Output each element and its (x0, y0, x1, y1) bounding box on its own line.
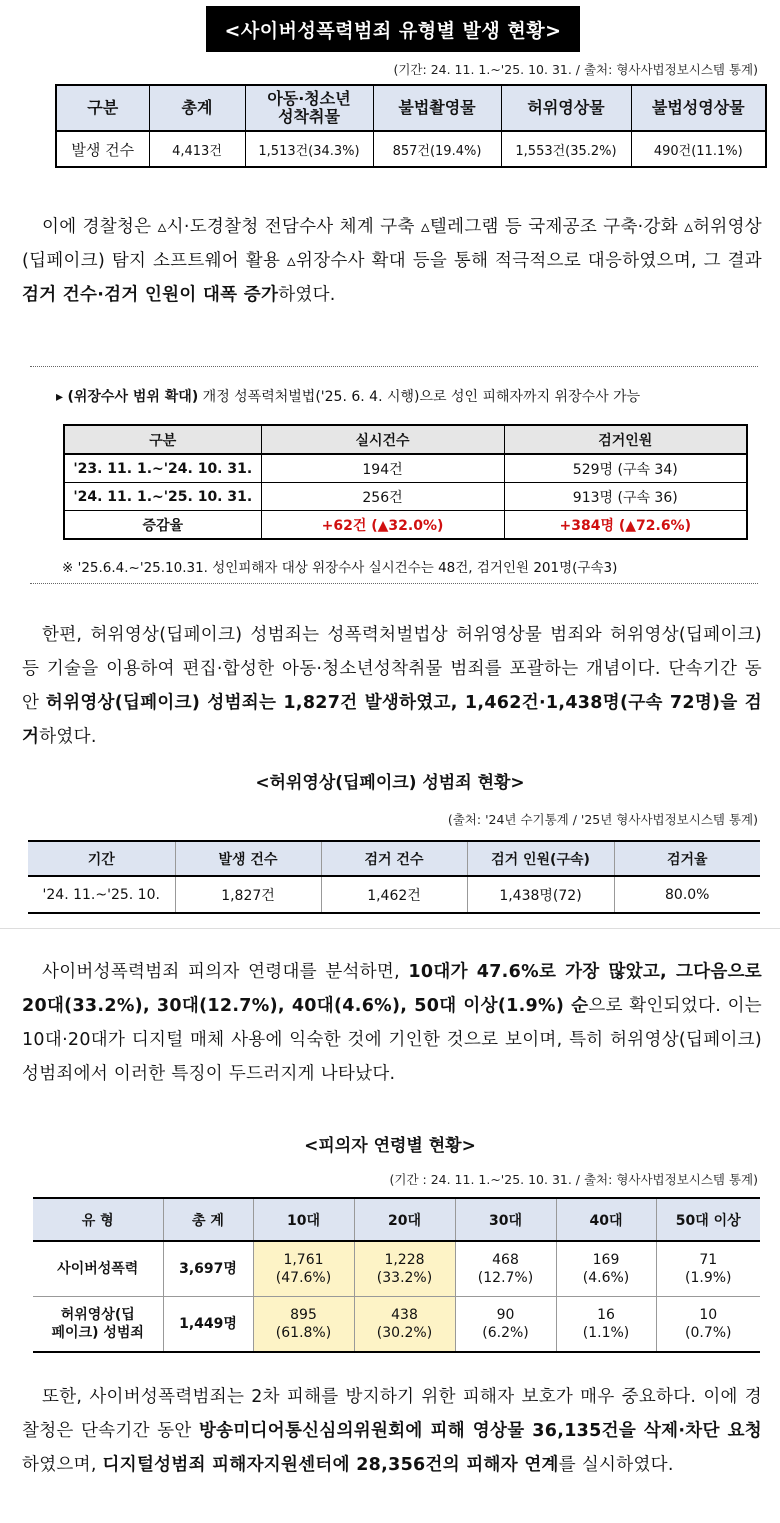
count: 468 (492, 1251, 519, 1268)
header-cell: 총 계 (163, 1198, 253, 1241)
table-row (64, 483, 747, 511)
header-cell: 허위영상물 (501, 85, 631, 131)
page-title: <사이버성폭력범죄 유형별 발생 현황> (206, 6, 580, 52)
change-cell: +384명 (▲72.6%) (504, 511, 747, 540)
header-cell: 50대 이상 (656, 1198, 760, 1241)
bullet-title: (위장수사 범위 확대) (67, 389, 199, 405)
table-cell: '24. 11. 1.~'25. 10. 31. (64, 483, 261, 511)
text: 하였다. (278, 285, 336, 305)
header-cell: 검거율 (614, 841, 760, 876)
header-cell: 기간 (28, 841, 175, 876)
header-cell: 불법촬영물 (373, 85, 501, 131)
percent: (12.7%) (477, 1270, 534, 1286)
count: 16 (597, 1306, 615, 1323)
header-cell: 불법성영상물 (631, 85, 766, 131)
percent: (47.6%) (275, 1270, 332, 1286)
header-cell: 검거 건수 (321, 841, 467, 876)
table-cell: 194건 (261, 454, 504, 483)
text: 를 실시하였다. (558, 1455, 674, 1475)
suspect-age-table (33, 1197, 760, 1353)
percent: (1.9%) (685, 1270, 732, 1286)
count: 10 (699, 1306, 718, 1323)
header-cell: 검거 인원(구속) (467, 841, 614, 876)
text: 한편, 허위영상(딥페이크) 성범죄는 성폭력처벌법상 허위영상물 범죄와 허위영상(딥페이크) 등 기술을 이용하여 편집·합성한 아동·청소년성착취물 범죄를 포괄하는 개념이다. 단속기간 동안 (22, 625, 762, 713)
footnote: ※ '25.6.4.~'25.10.31. 성인피해자 대상 위장수사 실시건수는 48건, 검거인원 201명(구속3) (62, 560, 618, 576)
text: 하였으며, (22, 1455, 103, 1475)
count: 1,228 (384, 1251, 425, 1268)
table-cell: '24. 11.~'25. 10. (28, 876, 175, 913)
table-row (64, 511, 747, 540)
table-row (28, 876, 760, 913)
paragraph-response (22, 210, 762, 312)
row-label-line: 허위영상(딥 (60, 1306, 135, 1323)
table-cell: 증감율 (64, 511, 261, 540)
deepfake-status-table (28, 840, 760, 914)
text: 또한, 사이버성폭력범죄는 2차 피해를 방지하기 위한 피해자 보호가 매우 중요하다. 이에 경찰청은 단속기간 동안 (22, 1387, 762, 1441)
emphasis-text: 디지털성범죄 피해자지원센터에 28,356건의 피해자 연계 (102, 1455, 559, 1475)
table-cell: 256건 (261, 483, 504, 511)
bullet-icon: ▸ (56, 389, 64, 405)
table-header-row (64, 425, 747, 454)
header-cell: 구분 (56, 85, 149, 131)
paragraph-deepfake (22, 618, 762, 754)
row-label: 사이버성폭력 (33, 1241, 163, 1297)
table-cell: 1,553건(35.2%) (501, 131, 631, 167)
text: 이에 경찰청은 (42, 217, 158, 237)
source-note: (기간 : 24. 11. 1.~'25. 10. 31. / 출처: 형사사법정보시스템 통계) (389, 1172, 758, 1187)
percent: (33.2%) (376, 1270, 433, 1286)
emphasis-text: 허위영상(딥페이크) 성범죄는 1,827건 발생하였고, 1,462건·1,438명(구속 72명)을 검거 (22, 693, 762, 747)
table-cell: 1,827건 (175, 876, 321, 913)
table-cell (556, 1241, 656, 1297)
count: 71 (699, 1251, 718, 1268)
header-cell: 실시건수 (261, 425, 504, 454)
table-cell: 4,413건 (149, 131, 245, 167)
percent: (30.2%) (376, 1325, 433, 1341)
table-cell: 490건(11.1%) (631, 131, 766, 167)
count: 895 (290, 1306, 317, 1323)
table-cell: 발생 건수 (56, 131, 149, 167)
emphasis-text: 방송미디어통신심의위원회에 피해 영상물 36,135건을 삭제·차단 요청 (198, 1421, 762, 1441)
percent: (0.7%) (685, 1325, 732, 1341)
header-cell: 10대 (253, 1198, 354, 1241)
bullet-item (56, 386, 640, 406)
percent: (6.2%) (482, 1325, 529, 1341)
table-cell (455, 1241, 556, 1297)
header-cell: 유 형 (33, 1198, 163, 1241)
percent: (1.1%) (582, 1325, 630, 1341)
section-title: <허위영상(딥페이크) 성범죄 현황> (255, 773, 525, 793)
header-cell (245, 85, 373, 131)
count: 1,761 (283, 1251, 324, 1268)
table-cell (354, 1241, 455, 1297)
table-cell (253, 1297, 354, 1353)
table-cell (455, 1297, 556, 1353)
divider (30, 366, 758, 367)
header-cell: 구분 (64, 425, 261, 454)
table-header-row (33, 1198, 760, 1241)
row-label (33, 1297, 163, 1353)
table-cell: 913명 (구속 36) (504, 483, 747, 511)
divider (0, 928, 780, 929)
paragraph-victim-protection (22, 1380, 762, 1482)
divider (30, 583, 758, 584)
header-cell: 20대 (354, 1198, 455, 1241)
header-cell: 발생 건수 (175, 841, 321, 876)
table-cell: 1,513건(34.3%) (245, 131, 373, 167)
header-cell: 30대 (455, 1198, 556, 1241)
text: 으로 확인되었다. 이는 10대·20대가 디지털 매체 사용에 익숙한 것에 기인한 것으로 보이며, 특히 허위영상(딥페이크) 성범죄에서 이러한 특징이 두드러지게 나타났다. (22, 996, 762, 1084)
table-header-row (28, 841, 760, 876)
table-cell (656, 1297, 760, 1353)
text: 등을 통해 적극적으로 대응하였으며, 그 결과 (405, 251, 762, 271)
header-cell: 검거인원 (504, 425, 747, 454)
table-cell (556, 1297, 656, 1353)
table-header-row (56, 85, 766, 131)
row-label-line: 페이크) 성범죄 (51, 1325, 144, 1341)
table-cell: 857건(19.4%) (373, 131, 501, 167)
section-title: <피의자 연령별 현황> (304, 1136, 476, 1156)
text: ▵시·도경찰청 전담수사 체계 구축 ▵텔레그램 등 국제공조 구축·강화 ▵허위영상(딥페이크) 탐지 소프트웨어 활용 ▵위장수사 확대 (22, 217, 762, 271)
table-row (56, 131, 766, 167)
header-cell: 총계 (149, 85, 245, 131)
header-line: 성착취물 (278, 107, 340, 126)
table-cell: 529명 (구속 34) (504, 454, 747, 483)
source-note: (기간: 24. 11. 1.~'25. 10. 31. / 출처: 형사사법정보시스템 통계) (393, 62, 758, 77)
text: 하였다. (39, 727, 97, 747)
table-cell (354, 1297, 455, 1353)
total-cell: 3,697명 (163, 1241, 253, 1297)
count: 438 (391, 1306, 418, 1323)
count: 90 (496, 1306, 515, 1323)
percent: (61.8%) (275, 1325, 332, 1341)
source-note: (출처: '24년 수기통계 / '25년 형사사법정보시스템 통계) (447, 812, 758, 827)
header-cell: 40대 (556, 1198, 656, 1241)
table-cell: '23. 11. 1.~'24. 10. 31. (64, 454, 261, 483)
table-cell (656, 1241, 760, 1297)
table-cell: 80.0% (614, 876, 760, 913)
total-cell: 1,449명 (163, 1297, 253, 1353)
emphasis-text: 10대가 47.6%로 가장 많았고, 그다음으로 20대(33.2%), 30대(12.7%), 40대(4.6%), 50대 이상(1.9%) 순 (22, 962, 762, 1016)
table-cell: 1,462건 (321, 876, 467, 913)
bullet-text: 개정 성폭력처벌법('25. 6. 4. 시행)으로 성인 피해자까지 위장수사 가능 (198, 389, 641, 405)
table-cell: 1,438명(72) (467, 876, 614, 913)
percent: (4.6%) (582, 1270, 630, 1286)
table-row (64, 454, 747, 483)
table-row (33, 1297, 760, 1353)
text: 사이버성폭력범죄 피의자 연령대를 분석하면, (42, 962, 409, 982)
undercover-investigation-table (63, 424, 748, 540)
change-cell: +62건 (▲32.0%) (261, 511, 504, 540)
table-row (33, 1241, 760, 1297)
crime-type-table (55, 84, 767, 168)
paragraph-age-analysis (22, 955, 762, 1091)
header-line: 아동·청소년 (267, 88, 351, 108)
count: 169 (592, 1251, 620, 1268)
table-cell (253, 1241, 354, 1297)
emphasis-text: 검거 건수·검거 인원이 대폭 증가 (22, 285, 279, 305)
